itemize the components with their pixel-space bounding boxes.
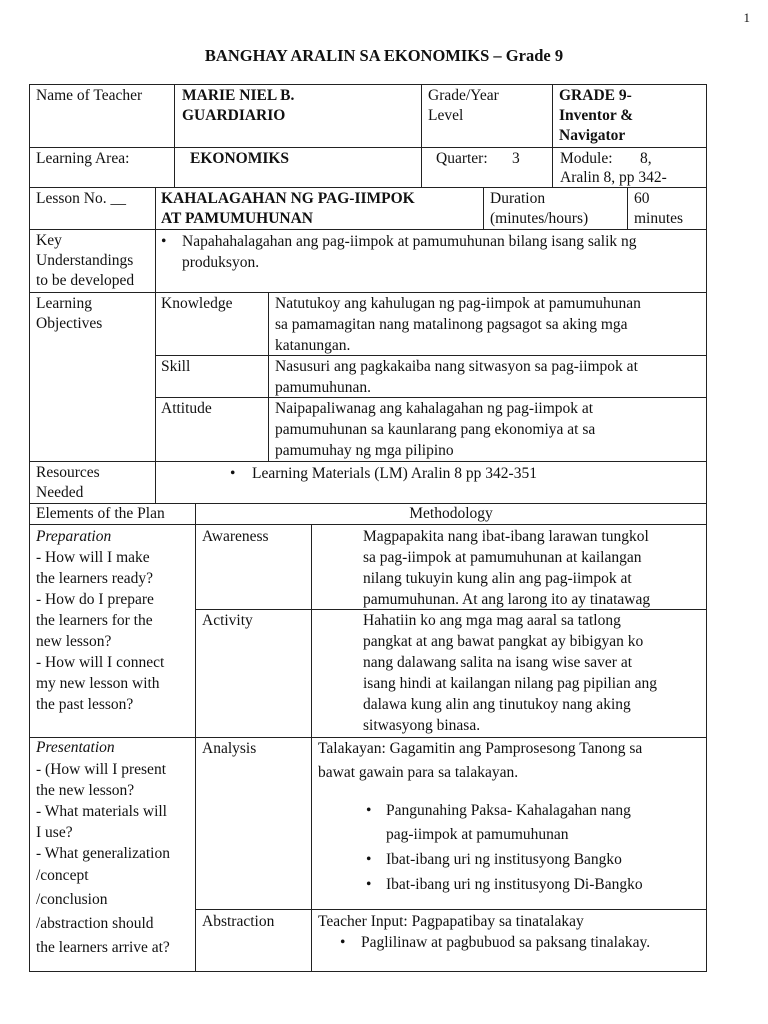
activity-line-4: isang hindi at kailangan nilang pag pipilian ang bbox=[363, 675, 658, 692]
elements-header: Elements of the Plan bbox=[36, 505, 165, 522]
presentation-q7: /conclusion bbox=[36, 891, 108, 908]
skill-text-line-1: Nasusuri ang pagkakaiba nang sitwasyon sa pag-iimpok at bbox=[275, 358, 638, 375]
analysis-label-cell bbox=[195, 737, 312, 910]
abstraction-label: Abstraction bbox=[202, 913, 275, 930]
teacher-name-line-2: GUARDIARIO bbox=[182, 107, 286, 124]
analysis-bullet-2: Ibat-ibang uri ng institusyong Bangko bbox=[386, 851, 622, 868]
lesson-label: Lesson No. __ bbox=[36, 190, 126, 207]
presentation-q6: /concept bbox=[36, 867, 89, 884]
key-understanding-line-1: Napahahalagahan ang pag-iimpok at pamumuhunan bilang isang salik ng bbox=[182, 233, 637, 250]
preparation-title: Preparation bbox=[36, 528, 112, 545]
lesson-title-line-2: AT PAMUMUHUNAN bbox=[161, 210, 313, 227]
preparation-q2: the learners ready? bbox=[36, 570, 154, 587]
key-understanding-line-2: produksyon. bbox=[182, 254, 260, 271]
presentation-q1: - (How will I present bbox=[36, 761, 166, 778]
activity-line-2: pangkat at ang bawat pangkat ay bibigyan ko bbox=[363, 633, 644, 650]
presentation-q4: I use? bbox=[36, 824, 73, 841]
presentation-q3: - What materials will bbox=[36, 803, 167, 820]
attitude-label: Attitude bbox=[161, 400, 212, 417]
activity-line-5: dalawa kung alin ang tinutukoy nang aking bbox=[363, 696, 631, 713]
activity-label: Activity bbox=[202, 612, 253, 629]
module-number: 8, bbox=[640, 150, 652, 167]
bullet-icon: • bbox=[161, 233, 167, 250]
duration-value-line-2: minutes bbox=[634, 210, 684, 227]
skill-text-line-2: pamumuhunan. bbox=[275, 379, 371, 396]
knowledge-label: Knowledge bbox=[161, 295, 233, 312]
preparation-q3: - How do I prepare bbox=[36, 591, 154, 608]
methodology-header: Methodology bbox=[409, 505, 493, 522]
knowledge-text-line-3: katanungan. bbox=[275, 337, 351, 354]
skill-label: Skill bbox=[161, 358, 191, 375]
awareness-label: Awareness bbox=[202, 528, 269, 545]
resources-label-line-2: Needed bbox=[36, 484, 84, 501]
activity-line-3: nang dalawang salita na isang wise saver at bbox=[363, 654, 633, 671]
knowledge-text-line-1: Natutukoy ang kahulugan ng pag-iimpok at pamumuhunan bbox=[275, 295, 641, 312]
module-label: Module: bbox=[560, 150, 613, 167]
document-title: BANGHAY ARALIN SA EKONOMIKS – Grade 9 bbox=[204, 46, 564, 65]
objectives-label-line-1: Learning bbox=[36, 295, 92, 312]
resources-item: Learning Materials (LM) Aralin 8 pp 342-351 bbox=[252, 465, 537, 482]
presentation-q8: /abstraction should bbox=[36, 915, 154, 932]
objectives-label-line-2: Objectives bbox=[36, 315, 103, 332]
analysis-bullet-1-line-1: Pangunahing Paksa- Kahalagahan nang bbox=[386, 802, 631, 819]
grade-label-line-2: Level bbox=[428, 107, 464, 124]
analysis-intro-line-2: bawat gawain para sa talakayan. bbox=[318, 764, 519, 781]
presentation-q5: - What generalization bbox=[36, 845, 170, 862]
awareness-line-4: pamumuhunan. At ang larong ito ay tinatawag bbox=[363, 591, 651, 608]
bullet-icon: • bbox=[230, 465, 236, 482]
abstraction-bullet: Paglilinaw at pagbubuod sa paksang tinalakay. bbox=[361, 934, 651, 951]
duration-label-line-1: Duration bbox=[490, 190, 546, 207]
awareness-line-2: sa pag-iimpok at pamumuhunan at kailangan bbox=[363, 549, 642, 566]
grade-value-line-1: GRADE 9- bbox=[559, 87, 632, 104]
grade-label-line-1: Grade/Year bbox=[428, 87, 499, 104]
teacher-label: Name of Teacher bbox=[36, 87, 143, 104]
resources-label-line-1: Resources bbox=[36, 464, 100, 481]
presentation-title: Presentation bbox=[36, 739, 115, 756]
attitude-text-line-1: Naipapaliwanag ang kahalagahan ng pag-iimpok at bbox=[275, 400, 594, 417]
knowledge-text-line-2: sa pamamagitan nang matalinong pagsagot sa aking mga bbox=[275, 316, 628, 333]
preparation-q1: - How will I make bbox=[36, 549, 150, 566]
attitude-text-line-2: pamumuhunan sa kaunlarang pang ekonomiya at sa bbox=[275, 421, 596, 438]
activity-line-1: Hahatiin ko ang mga mag aaral sa tatlong bbox=[363, 612, 621, 629]
duration-label-line-2: (minutes/hours) bbox=[490, 210, 589, 227]
area-label: Learning Area: bbox=[36, 150, 130, 167]
bullet-icon: • bbox=[366, 851, 372, 868]
analysis-intro-line-1: Talakayan: Gagamitin ang Pamprosesong Tanong sa bbox=[318, 740, 643, 757]
presentation-q2: the new lesson? bbox=[36, 782, 135, 799]
bullet-icon: • bbox=[366, 876, 372, 893]
teacher-name-line-1: MARIE NIEL B. bbox=[182, 87, 295, 104]
quarter-label: Quarter: bbox=[436, 150, 488, 167]
bullet-icon: • bbox=[340, 934, 346, 951]
preparation-q8: the past lesson? bbox=[36, 696, 134, 713]
key-label-line-3: to be developed bbox=[36, 272, 135, 289]
preparation-q4: the learners for the bbox=[36, 612, 153, 629]
key-label-line-2: Understandings bbox=[36, 252, 134, 269]
awareness-line-1: Magpapakita nang ibat-ibang larawan tungkol bbox=[363, 528, 649, 545]
awareness-line-3: nilang tukuyin kung alin ang pag-iimpok at bbox=[363, 570, 632, 587]
lesson-title-line-1: KAHALAGAHAN NG PAG-IIMPOK bbox=[161, 190, 415, 207]
bullet-icon: • bbox=[366, 802, 372, 819]
activity-line-6: sitwasyong binasa. bbox=[363, 717, 481, 734]
analysis-bullet-1-line-2: pag-iimpok at pamumuhunan bbox=[386, 826, 569, 843]
quarter-value: 3 bbox=[512, 150, 520, 167]
key-label-line-1: Key bbox=[36, 232, 62, 249]
preparation-q7: my new lesson with bbox=[36, 675, 160, 692]
analysis-label: Analysis bbox=[202, 740, 257, 757]
analysis-bullet-3: Ibat-ibang uri ng institusyong Di-Bangko bbox=[386, 876, 643, 893]
grade-value-line-3: Navigator bbox=[559, 127, 626, 144]
grade-value-line-2: Inventor & bbox=[559, 107, 634, 124]
module-ref: Aralin 8, pp 342- bbox=[560, 169, 667, 186]
page-number: 1 bbox=[743, 10, 750, 25]
presentation-q9: the learners arrive at? bbox=[36, 939, 170, 956]
abstraction-intro: Teacher Input: Pagpapatibay sa tinatalakay bbox=[318, 913, 584, 930]
duration-value-line-1: 60 bbox=[634, 190, 650, 207]
attitude-text-line-3: pamumuhay ng mga pilipino bbox=[275, 442, 454, 459]
preparation-q5: new lesson? bbox=[36, 633, 112, 650]
area-value: EKONOMIKS bbox=[190, 150, 290, 167]
preparation-q6: - How will I connect bbox=[36, 654, 165, 671]
